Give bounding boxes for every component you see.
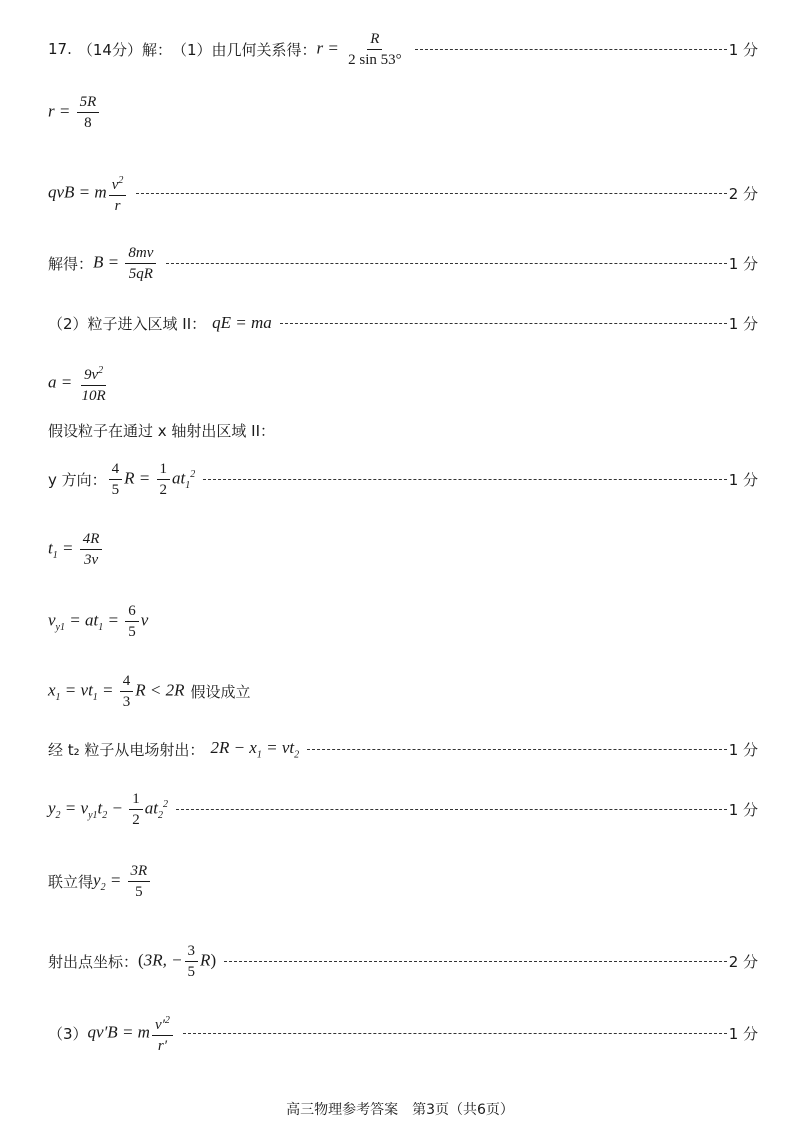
answer-line-14 — [48, 856, 758, 906]
dotted-leader — [224, 961, 727, 962]
formula-electric-force: qE = ma — [212, 313, 272, 332]
formula-exit-coordinate: (3R, − $\frac{3}{5}$ R) — [138, 942, 217, 980]
exit-time-label: 经 t₂ 粒子从电场射出： — [48, 740, 205, 759]
dotted-leader — [176, 809, 727, 810]
combined-label: 联立得 — [48, 872, 94, 891]
formula-radius: r = $\frac{R}{2 \sin 53^\circ}$ — [316, 30, 402, 68]
dotted-leader — [203, 479, 726, 480]
answer-line-8 — [48, 454, 758, 504]
formula-x1: $x_1 = vt_1$ = $\frac{4}{3}$ R < 2R — [48, 672, 185, 710]
answer-line-9 — [48, 524, 758, 574]
dotted-leader — [166, 263, 726, 264]
formula-lorentz: qvB = m $\frac{v^2}{r}$ — [48, 172, 128, 215]
formula-y2: $y_2 = v_{y1}t_2$ − $\frac{1}{2}$ $at_2^2$ — [48, 790, 168, 828]
score-3: 1 分 — [728, 254, 758, 273]
score-7: 1 分 — [728, 800, 758, 819]
formula-y-displacement: $\frac{4}{5}$ R = $\frac{1}{2}$ $at_1^2$ — [107, 460, 196, 499]
answer-line-3 — [48, 168, 758, 218]
geometry-text: 由几何关系得： — [211, 40, 317, 59]
answer-line-2 — [48, 88, 758, 136]
formula-acceleration: a = $\frac{9v^2}{10R}$ — [48, 362, 111, 405]
dotted-leader — [183, 1033, 727, 1034]
dotted-leader — [136, 193, 726, 194]
answer-line-16 — [48, 1008, 758, 1058]
answer-line-4 — [48, 238, 758, 288]
y-direction-label: y 方向： — [48, 470, 107, 489]
assumption-text: 假设粒子在通过 x 轴射出区域 II： — [48, 421, 276, 440]
answer-line-13 — [48, 784, 758, 834]
part3-label: （3） — [48, 1024, 88, 1043]
part2-label: （2）粒子进入区域 II： — [48, 314, 207, 333]
formula-time-t1: $t_1$ = $\frac{4R}{3v}$ — [48, 530, 104, 569]
problem-points: （14分） — [77, 40, 142, 59]
formula-radius-result: r = $\frac{5R}{8}$ — [48, 93, 101, 132]
answer-line-7 — [48, 418, 758, 442]
exit-coordinate-label: 射出点坐标： — [48, 952, 139, 971]
formula-vy1: $v_{y1} = at_1$ = $\frac{6}{5}$ v — [48, 602, 149, 640]
solve-result-label: 解得： — [48, 254, 94, 273]
score-9: 1 分 — [728, 1024, 758, 1043]
answer-line-5 — [48, 310, 758, 336]
problem-number: 17. — [48, 40, 72, 58]
score-2: 2 分 — [728, 184, 758, 203]
solve-label: 解： — [141, 40, 172, 59]
answer-line-6 — [48, 358, 758, 408]
assumption-holds-text: 假设成立 — [190, 682, 251, 701]
score-1: 1 分 — [728, 40, 758, 59]
page-footer: 高三物理参考答案 第3页（共6页） — [286, 1102, 514, 1118]
score-5: 1 分 — [728, 470, 758, 489]
formula-b-field: B = $\frac{8mv}{5qR}$ — [93, 244, 158, 283]
score-4: 1 分 — [728, 314, 758, 333]
formula-lorentz-prime: qv′B = m $\frac{v'^2}{r'}$ — [88, 1012, 175, 1055]
score-6: 1 分 — [728, 740, 758, 759]
part1-label: （1） — [171, 40, 212, 59]
formula-exit-condition: $2R - x_1 = vt_2$ — [210, 737, 300, 761]
answer-line-1 — [48, 24, 758, 74]
score-8: 2 分 — [728, 952, 758, 971]
dotted-leader — [415, 49, 727, 50]
formula-y2-result: $y_2$ = $\frac{3R}{5}$ — [93, 862, 152, 901]
dotted-leader — [307, 749, 727, 750]
dotted-leader — [280, 323, 727, 324]
answer-line-15 — [48, 936, 758, 986]
answer-line-12 — [48, 736, 758, 762]
answer-line-11 — [48, 666, 758, 716]
answer-line-10 — [48, 596, 758, 646]
